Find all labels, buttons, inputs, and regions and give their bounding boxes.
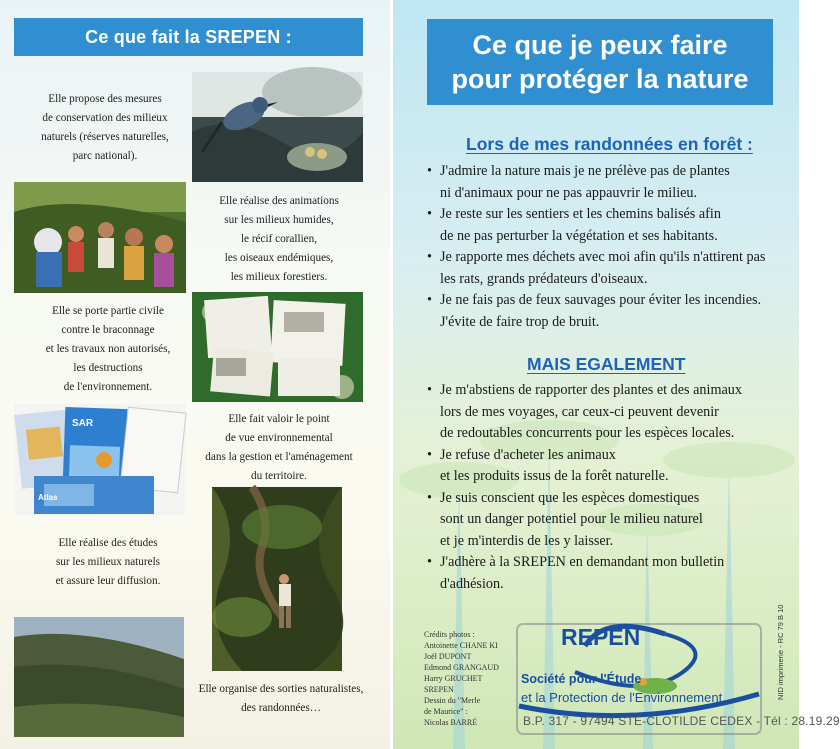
caption-conservation: Elle propose des mesures de conservation des milieux naturels (réserves naturelles, parc national).: [41, 93, 169, 162]
animation-photo-image: [14, 182, 186, 293]
press-photo: [192, 292, 363, 402]
list-item: • J'admire la nature mais je ne prélève pas de plantes ni d'animaux pour ne pas appauvrir le milieu.: [427, 161, 797, 204]
list-item: • Je reste sur les sentiers et les chemins balisés afin de ne pas perturber la végétation et ses habitants.: [427, 204, 797, 247]
right-title-line2: pour protéger la nature: [451, 64, 749, 94]
caption-studies: Elle réalise des études sur les milieux naturels et assure leur diffusion.: [55, 537, 161, 587]
org-line1: Société pour l'Étude: [521, 672, 642, 686]
list-item: • Je refuse d'acheter les animaux et les produits issus de la forêt naturelle.: [427, 445, 797, 488]
left-title: Ce que fait la SREPEN :: [14, 18, 363, 56]
list-item: • Je ne fais pas de feux sauvages pour éviter les incendies. J'évite de faire trop de bruit.: [427, 290, 797, 333]
landscape-photo-image: [14, 617, 184, 737]
list-item: • Je rapporte mes déchets avec moi afin qu'ils n'attirent pas les rats, grands prédateurs d'oiseaux.: [427, 247, 797, 290]
photo-credits: Crédits photos : Antoinette CHANE KI Joël DUPONT Edmond GRANGAUD Harry GRUCHET SREPEN Dessin du "Merle de Maurice" : Nicolas BARRÉ: [424, 630, 499, 727]
reports-photo-image: [14, 404, 186, 515]
caption-outings: Elle organise des sorties naturalistes, des randonnées…: [198, 683, 364, 714]
animation-photo: [14, 182, 186, 293]
address: B.P. 317 - 97494 STE-CLOTILDE CEDEX - Tél : 28.19.29: [523, 714, 840, 728]
caption-animations: Elle réalise des animations sur les milieux humides, le récif corallien, les oiseaux endémiques, les milieux forestiers.: [219, 195, 339, 283]
press-photo-image: [192, 292, 363, 402]
list-item: • Je m'abstiens de rapporter des plantes et des animaux lors de mes voyages, car ceux-ci peuvent devenir de redoutables concurrents pour les espèces locales.: [427, 380, 797, 445]
caption-civil-party: Elle se porte partie civile contre le braconnage et les travaux non autorisés, les destructions de l'environnement.: [45, 305, 171, 393]
bird-photo-image: [192, 72, 363, 182]
landscape-photo: [14, 617, 184, 737]
forest-hike-heading: Lors de mes randonnées en forêt :: [466, 134, 753, 154]
list-item: • J'adhère à la SREPEN en demandant mon bulletin d'adhésion.: [427, 552, 797, 595]
org-line2: et la Protection de l'Environnement: [521, 690, 723, 705]
right-title-line1: Ce que je peux faire: [472, 30, 728, 60]
forest-photo: [212, 487, 342, 671]
srepen-logo-text: REPEN: [561, 624, 641, 650]
forest-hike-list: [427, 161, 797, 333]
reports-photo: [14, 404, 186, 515]
print-note: NID imprimerie - RC 79 B 10: [776, 604, 785, 700]
bird-photo: [192, 72, 363, 182]
atlas-label: Atlas: [38, 493, 58, 502]
also-list: [427, 380, 797, 595]
caption-environment-view: Elle fait valoir le point de vue environnemental dans la gestion et l'aménagement du territoire.: [205, 413, 353, 482]
sar-label: SAR: [72, 418, 94, 429]
forest-photo-image: [212, 487, 342, 671]
list-item: • Je suis conscient que les espèces domestiques sont un danger potentiel pour le milieu naturel et je m'interdis de les y laisser.: [427, 488, 797, 553]
also-heading: MAIS EGALEMENT: [527, 354, 686, 374]
right-title: [427, 19, 773, 105]
